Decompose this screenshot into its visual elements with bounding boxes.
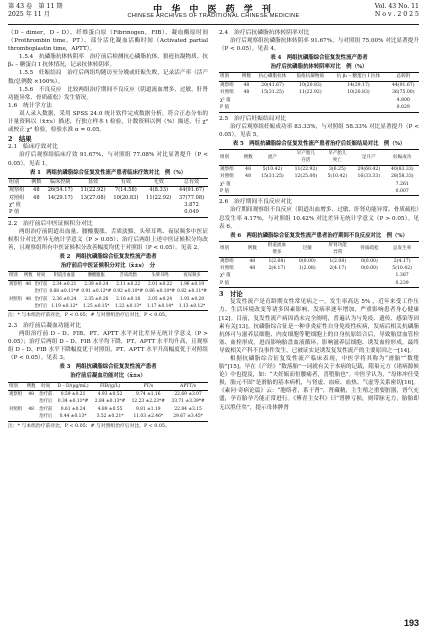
table-row <box>8 303 208 311</box>
table-cell: 0.029 <box>396 105 410 111</box>
section-heading: 2.1 临床疗效对比 <box>8 144 58 151</box>
table-cell: 15(31.25) <box>261 90 284 96</box>
table-row <box>8 413 208 421</box>
table-cell: 0.91 ±0.12*# <box>81 289 112 295</box>
table-cell: 48 <box>249 266 256 271</box>
table-cell: 5(10.42) <box>392 266 412 271</box>
table-cell: 48 <box>28 406 34 412</box>
table-cell <box>25 413 37 421</box>
table-cell: P 值 <box>9 209 20 216</box>
table-cell <box>23 303 34 311</box>
volume-issue: 第 43 卷 第 11 期 <box>8 3 63 10</box>
table-cell: 48 <box>33 194 40 201</box>
column-header: 抗 β₂ – 糖蛋白 I 抗体 <box>329 73 387 81</box>
table-cell: 治疗后 <box>34 289 48 295</box>
table-cell: 治疗前 <box>39 406 53 412</box>
journal-header <box>0 0 427 26</box>
table-cell: 治疗后 <box>39 399 53 405</box>
table-cell <box>254 97 292 104</box>
table-cell: 4.89 ±0.55 <box>97 406 123 412</box>
table-cell: 48 <box>245 174 252 180</box>
table-3 <box>8 382 208 422</box>
table-cell: 48 <box>33 187 40 194</box>
table-cell <box>23 288 34 295</box>
table-4 <box>219 72 419 112</box>
table-cell: 7(14.58) <box>114 187 137 194</box>
table-cell: 0(0.00) <box>361 266 378 271</box>
table-cell: 对照组 <box>220 266 234 271</box>
column-header: 妊娠成功 <box>386 149 420 165</box>
table-cell: 48 <box>245 166 252 172</box>
column-header: 狼疮抗凝物质 <box>291 73 329 81</box>
table-row <box>219 104 419 112</box>
table-cell: 44(91.67) <box>391 82 415 88</box>
table-cell: 11(22.92) <box>146 194 172 201</box>
column-header: 时间 <box>34 272 49 280</box>
table-cell: 1.93 ±0.20 <box>179 296 205 302</box>
table-cell: 0.88 ±0.11*# <box>49 289 80 295</box>
table-cell: 治疗前 <box>34 296 48 302</box>
table-caption: 治疗后抗磷脂抗体转阴率对比 例（%） <box>270 64 368 71</box>
table-cell: 3(6.25) <box>328 166 346 172</box>
table-cell: 48 <box>28 391 34 397</box>
column-header: 例数 <box>26 383 36 389</box>
column-header: 组别 <box>219 149 240 165</box>
table-cell: 1.17 ±0.14* <box>146 303 174 309</box>
table-note: 注：* 与本组治疗前对比，P < 0.05；# 与对照组治疗后对比，P < 0.05。 <box>8 313 170 319</box>
paragraph: 复发性流产是育龄期女性常见病之一，发生率高达 5% ，近年来受工作压力、生活环境改变等诸多因素影响，发病率逐年增加，严重影响患者身心健康[12]。目前，复发性流产病因尚未完全阐明，普遍认为与免疫、遗传、感染等因素有关[13]。抗磷脂综合征是一种非炎症性自身免疫性疾病，发病后相关抗磷脂抗体可与滋养层细胞、内皮细胞等靶细胞上的自身抗原结合后，导致胎盘血管栓塞、血栓形成，进而影响胎盘血液循环，影响滋养层细胞、诱发血栓形成，最终导致相关产科不良事件发生，已被证实是诱发复发性流产的主要原因之一[14]。 <box>219 299 419 354</box>
table-cell: 48 <box>25 281 31 287</box>
table-cell: 对照组 <box>9 296 22 302</box>
table-cell: 观察组 <box>220 82 234 88</box>
column-header: 过敏 <box>293 241 322 257</box>
table-cell: 11.03 ±2.46* <box>133 414 164 420</box>
table-cell: 22.84 ±3.15 <box>174 406 202 412</box>
table-row <box>8 398 208 405</box>
table-cell <box>8 413 25 421</box>
table-cell: 7.261 <box>395 181 409 187</box>
table-cell: 2(4.17) <box>393 258 411 264</box>
header-right <box>375 3 419 19</box>
table-cell: 2.34 ±0.21 <box>52 281 77 287</box>
table-cell <box>256 181 289 188</box>
column-header: PT/s <box>128 382 168 390</box>
column-header: 显效 <box>77 178 110 186</box>
issue-date-en: N o v . 2 0 2 5 <box>374 11 419 18</box>
table-cell: 2(4.17) <box>329 266 347 271</box>
table-cell: 1(2.08) <box>268 258 286 264</box>
table-cell: 11(22.92) <box>80 187 106 194</box>
table-row <box>219 173 419 180</box>
column-header: 头晕耳鸣 <box>144 272 176 280</box>
table-cell: 0.239 <box>395 280 409 286</box>
column-header: FIB/(g/L) <box>92 382 129 390</box>
table-cell: 0.61 ±0.24 <box>60 406 86 412</box>
table-cell: 0.34 ±0.11*# <box>57 399 89 405</box>
table-cell: 9.81 ±1.19 <box>135 406 161 412</box>
table-2 <box>8 271 208 311</box>
table-cell <box>109 209 142 217</box>
table-row <box>219 272 419 279</box>
table-cell: 0.59 ±0.21 <box>60 391 86 397</box>
column-header: 骨质疏松 <box>354 241 386 257</box>
table-cell: 12(25.00) <box>294 174 318 180</box>
paragraph: 两组治疗前 D – D、FIB、PT、APTT 水平对比差异无统计学意义（P > 0.05）；治疗后两组 D – D、FIB 水平均下降，PT、APTT 水平均升高，且观察组 D – D、FIB 水平下降幅度优于对照组，PT、APTT 水平升高幅度优于对照组（P < 0.05）。见表 3。 <box>8 331 208 362</box>
right-column <box>219 29 419 412</box>
table-cell <box>8 288 23 295</box>
table-cell <box>240 181 255 188</box>
table-cell: 观察组 <box>9 391 23 397</box>
table-cell: P 值 <box>220 280 230 286</box>
table-cell: χ² 值 <box>220 97 231 103</box>
table-cell: 1.25 ±0.15* <box>83 303 110 309</box>
table-cell: 11(22.92) <box>299 90 322 96</box>
paragraph: 治疗后观察组妊娠成功率 83.33%，与对照组 58.33% 对比显著提升（P < 0.05）。见表 5。 <box>219 123 419 138</box>
table-cell: 0.86 ±0.10*# <box>145 289 176 295</box>
column-header: 组别 <box>8 382 25 390</box>
journal-title-en: CHINESE ARCHIVES OF TRADITIONAL CHINESE MEDICINE <box>127 13 300 19</box>
table-cell: 观察组 <box>9 187 25 194</box>
paragraph: 根据抗磷脂综合征复发性流产临床表现，中医学将其称为“滑胎”“数堕胎”[15]。早在《产经》“数落胎”一词就有关于本病的记载，隋巢元方《诸病源候论》中也提及，如：“夫妊娠而恒腰痛者，喜堕胎也”。中医学认为，“母体冲任受损，胎元不固”是滑胎的基本病机，与肾虚、血瘀、血热、气虚等关系密切[16]。《素问·奇病论篇》云：“胞络者，系于肾”，肾藏精，主生殖之重要脏器，肾气充盛，孕育胎孕乃能正常进行。《傅青主女科》曰“肾脾亏损，则带脉无力，胎胎即无以胜任矣”，提示母体脾肾 <box>219 355 419 411</box>
table-cell: 2.36 ±0.24 <box>52 296 77 302</box>
table-cell: 2.16 ±0.18 <box>116 296 141 302</box>
table-cell: 治疗前 <box>34 281 48 287</box>
table-header-row <box>8 178 208 186</box>
column-header: 夜尿频多 <box>176 272 208 280</box>
table-cell: 1(2.08) <box>329 258 347 264</box>
table-cell <box>289 188 322 196</box>
table-5 <box>219 149 419 196</box>
table-cell <box>254 104 292 112</box>
table-cell: 治疗后 <box>34 303 48 309</box>
table-cell: 2.84 ±0.13*# <box>94 399 126 405</box>
table-cell: 13(27.08) <box>80 194 106 201</box>
volume-issue-en: Vol. 43 No. 11 <box>374 3 419 10</box>
table-note: 注：* 与本组治疗前对比，P < 0.05；# 与对照组治疗后对比，P < 0.05。 <box>8 423 170 429</box>
table-cell: 0(0.00) <box>361 258 378 264</box>
column-header: D – D/(μg/mL) <box>54 382 91 390</box>
table-cell: 10(20.83) <box>347 90 370 96</box>
table-cell <box>329 104 387 112</box>
table-header-row <box>8 272 208 280</box>
table-row <box>8 280 208 288</box>
paragraph: 两组治疗前阴道出血量、腰酸腹胀、舌质淡黯、头晕耳鸣、夜尿频多中医证候积分对比差异无统计学意义（P > 0.05）；治疗后两组上述中医证候积分均改善，且观察组所有中医证候积分改善幅度均优于对照组（P < 0.05）。见表 2。 <box>8 228 208 251</box>
table-cell <box>29 209 44 217</box>
table-cell: 33.71 ±3.39*# <box>171 399 205 405</box>
left-column <box>8 29 208 432</box>
table-header-row <box>219 149 419 165</box>
table-cell: 28(58.33) <box>390 174 414 180</box>
table-cell <box>322 272 354 279</box>
section-heading: 2.4 治疗后抗磷脂抗体转阴率对比 <box>219 30 310 36</box>
table-caption: 表 4 两组抗磷脂综合征复发性流产患者 <box>270 55 368 62</box>
table-cell <box>109 202 142 209</box>
column-header: 无效 <box>142 178 175 186</box>
column-header: 舌质淡黯 <box>112 272 144 280</box>
table-cell: 44(91.67) <box>179 187 205 194</box>
table-cell <box>244 272 261 279</box>
table-cell <box>352 188 385 196</box>
table-row <box>8 406 208 413</box>
table-cell: P 值 <box>220 188 230 194</box>
table-cell: 5(10.42) <box>327 174 348 180</box>
table-cell <box>291 104 329 112</box>
table-caption: 治疗前后凝血功能对比（x̄±s） <box>70 373 146 380</box>
table-cell <box>293 280 322 288</box>
table-cell <box>44 202 77 209</box>
table-cell: 22.69 ±3.07 <box>174 391 202 397</box>
table-cell: 0.007 <box>395 188 409 194</box>
table-cell: 9.74 ±1.16 <box>135 391 161 397</box>
table-cell: 16(33.33) <box>357 174 381 180</box>
issue-date: 2025 年 11 月 <box>8 11 50 18</box>
table-cell <box>239 104 253 112</box>
table-row <box>219 89 419 96</box>
section-heading: 2.3 治疗前后凝血功能对比 <box>8 322 81 329</box>
paragraph: 1.5.6 不良反应 比较两组治疗期间不良反应（阴道流血增多、过敏、肝肾功能异常、骨质疏松）发生情况。 <box>8 86 208 101</box>
table-cell: 观察组 <box>220 166 234 172</box>
header-rule <box>8 24 419 25</box>
table-cell: 4(8.33) <box>149 187 168 194</box>
column-header: 总发生率 <box>385 241 419 257</box>
column-header: 总有效 <box>175 178 208 186</box>
table-row <box>219 265 419 272</box>
table-cell: P 值 <box>220 105 230 111</box>
table-cell: 48 <box>243 82 250 88</box>
table-cell: 10(20.83) <box>113 194 139 201</box>
table-row <box>8 209 208 217</box>
table-cell <box>291 97 329 104</box>
table-cell <box>289 181 322 188</box>
table-cell: 5(10.42) <box>262 166 283 172</box>
table-cell <box>323 188 352 196</box>
table-row <box>219 188 419 196</box>
section-heading: 2.5 治疗后妊娠结局对比 <box>219 115 287 122</box>
table-caption: 表 1 两组抗磷脂综合征复发性流产患者临床疗效对比 例（%） <box>29 169 187 176</box>
table-caption: 治疗前后中医证候积分对比（x̄±s） 分 <box>60 263 156 270</box>
table-cell: 12.23 ±2.23*# <box>131 399 165 405</box>
table-row <box>8 390 208 398</box>
table-cell <box>239 97 253 104</box>
table-caption: 表 5 两组抗磷脂综合征复发性流产患者治疗后妊娠结局对比 例（%） <box>232 140 406 147</box>
table-cell <box>25 398 37 405</box>
table-cell: 14(29.17) <box>47 194 73 201</box>
column-header: 有效 <box>109 178 142 186</box>
table-cell: 15(31.25) <box>261 174 284 180</box>
table-cell: 观察组 <box>220 258 234 264</box>
table-cell: 29.67 ±3.45* <box>173 414 203 420</box>
table-cell: 0.44 ±0.13* <box>59 414 87 420</box>
column-header: 例数 <box>23 273 33 279</box>
table-row <box>8 195 208 202</box>
section-heading: 2 结果 <box>8 135 32 144</box>
column-header: 阴道流血 增多 <box>261 241 293 257</box>
table-header-row <box>8 382 208 390</box>
table-cell: 4.800 <box>396 97 410 103</box>
table-cell: χ² 值 <box>220 181 231 187</box>
table-cell <box>142 202 175 209</box>
column-header: 总转阴 <box>387 73 419 81</box>
column-header: 组别 <box>219 73 239 81</box>
table-cell: 2.39 ±0.24 <box>84 281 109 287</box>
table-row <box>219 181 419 188</box>
table-cell: 1.19 ±0.12* <box>51 303 78 309</box>
table-row <box>8 202 208 209</box>
table-cell <box>8 303 23 311</box>
table-cell: 治疗后 <box>39 414 53 420</box>
table-cell: 对照组 <box>9 194 25 201</box>
table-row <box>219 97 419 104</box>
table-cell: 40(83.33) <box>390 166 414 172</box>
table-caption: 表 2 两组抗磷脂综合征复发性流产患者 <box>59 254 157 261</box>
table-cell <box>29 202 44 209</box>
table-header-row <box>219 73 419 81</box>
paragraph: 治疗后观察组临床疗效 91.67%，与对照组 77.08% 对比显著提升（P < 0.05）。见表 1。 <box>8 152 208 167</box>
table-cell: 3.872 <box>184 201 199 208</box>
column-header: 阴道出血量 <box>48 272 80 280</box>
table-cell: 3.52 ±0.21* <box>96 414 124 420</box>
table-row <box>8 288 208 295</box>
table-cell: 1.96 ±0.19 <box>179 281 205 287</box>
table-cell <box>354 280 386 288</box>
table-cell <box>322 280 354 288</box>
table-cell <box>8 398 25 405</box>
page-number: 193 <box>403 618 419 628</box>
table-cell <box>44 209 77 217</box>
column-header: 例数 <box>239 73 253 81</box>
table-cell: 1.22 ±0.13* <box>115 303 142 309</box>
table-cell <box>261 280 293 288</box>
table-cell <box>142 209 175 217</box>
table-cell: 对照组 <box>9 406 23 412</box>
column-header: 临床控制 <box>44 178 77 186</box>
table-cell: 20(41.67) <box>261 82 284 88</box>
table-cell: 26(54.17) <box>47 187 73 194</box>
table-row <box>8 296 208 303</box>
column-header: 抗心磷脂抗体 <box>254 73 292 81</box>
section-heading: 3 讨论 <box>219 290 243 299</box>
table-1 <box>8 178 208 218</box>
table-cell: 29(60.42) <box>357 166 381 172</box>
table-cell: 14(29.17) <box>347 82 370 88</box>
table-cell: 48 <box>243 90 250 96</box>
table-cell: 0.82 ±0.11*# <box>177 289 207 295</box>
column-header: 肝肾功能 异常 <box>322 241 354 257</box>
table-header-row <box>219 241 419 257</box>
table-cell <box>329 97 387 104</box>
table-cell: 2.35 ±0.26 <box>84 296 109 302</box>
column-header: 时间 <box>37 382 54 390</box>
table-cell <box>261 272 293 279</box>
paragraph: 双人录入数据，采用 SPSS 24.0 统计软件完成数据分析，符合正态分布的计量资料以（x̄±s）描述，行独立样本 t 检验，计数资料以例（%）描述，行 χ² 或校正 χ² 检验，检验水准 α = 0.05。 <box>8 110 208 134</box>
table-cell: 10(20.83) <box>299 82 322 88</box>
table-cell: 1.387 <box>395 273 409 279</box>
section-heading: 1.6 统计学方法 <box>8 102 53 109</box>
table-row <box>219 280 419 288</box>
paragraph: （D – dimer，D – D）、纤维蛋白原（Fibrinogen，FIB）、凝血酶原时间（Prothrombin time，PT）、部分活化凝血活酶时间（Activated partial thromboplastin time，APTT）。 <box>8 30 208 53</box>
table-cell: 1.13 ±0.12* <box>178 303 206 309</box>
table-caption: 表 6 两组抗磷脂综合征复发性流产患者治疗期间不良反应对比 例（%） <box>230 232 408 239</box>
table-cell: 对照组 <box>220 174 234 180</box>
table-row <box>219 165 419 173</box>
table-cell: 11(22.92) <box>294 166 318 172</box>
table-cell: 37(77.08) <box>179 194 205 201</box>
table-cell <box>323 181 352 188</box>
column-header: APTT/s <box>168 382 208 390</box>
table-cell: 4.93 ±0.52 <box>97 391 123 397</box>
table-cell: 0(0.00) <box>298 258 316 264</box>
table-row <box>219 81 419 89</box>
column-header: 组别 <box>8 272 23 280</box>
column-header: 组别 <box>219 241 244 257</box>
table-cell <box>77 202 110 209</box>
table-cell <box>77 209 110 217</box>
paragraph: 治疗后观察组抗磷脂抗体转阴率 91.67%，与对照组 75.00% 对比显著提升（P < 0.05）。见表 4。 <box>219 38 419 53</box>
table-cell: 1(2.08) <box>298 266 316 271</box>
column-header: 组别 <box>8 178 29 186</box>
section-heading: 2.2 治疗前后中医证候积分对比 <box>8 220 93 227</box>
table-cell: 2.11 ±0.22 <box>116 281 141 287</box>
table-caption: 表 3 两组抗磷脂综合征复发性流产患者 <box>59 364 157 371</box>
table-row <box>219 257 419 265</box>
table-cell <box>352 181 385 188</box>
column-header: 早产胎儿 死亡 <box>323 149 352 165</box>
table-row <box>8 187 208 195</box>
table-cell <box>354 272 386 279</box>
table-cell: χ² 值 <box>9 201 21 208</box>
column-header: 早产胎儿 存活 <box>289 149 322 165</box>
column-header: 腰酸腹胀 <box>80 272 112 280</box>
journal-title-cn: 中 华 中 医 药 学 刊 <box>153 5 274 15</box>
table-cell: 48 <box>25 296 31 302</box>
table-cell: 对照组 <box>220 90 234 96</box>
table-cell: 2(4.17) <box>268 266 286 271</box>
table-cell: χ² 值 <box>220 273 231 279</box>
column-header: 例数 <box>240 149 255 165</box>
paragraph: 1.5.5 妊娠结局 治疗后两组均随访至分娩或妊娠失败，记录活产率（活产数/总例数 ×100%）。 <box>8 70 208 85</box>
table-cell: 0.049 <box>184 209 199 216</box>
table-cell: 治疗前 <box>39 391 53 397</box>
column-header: 足月产 <box>352 149 385 165</box>
table-cell <box>240 188 255 196</box>
column-header: 例数 <box>29 178 44 186</box>
table-cell: 48 <box>249 258 256 264</box>
table-cell: 观察组 <box>9 281 22 287</box>
paragraph: 治疗期间观察组不良反应（阴道出血增多、过敏、肝肾功能异常、骨质疏松）总发生率 4.17%，与对照组 10.42% 对比差异无统计学意义（P > 0.05）。见表 6。 <box>219 207 419 230</box>
section-heading: 2.6 治疗期间不良反应对比 <box>219 199 292 206</box>
table-cell: 2.01 ±0.22 <box>148 281 173 287</box>
table-cell <box>293 272 322 279</box>
column-header: 例数 <box>244 241 261 257</box>
table-cell: 2.05 ±0.24 <box>148 296 173 302</box>
table-cell <box>256 188 289 196</box>
paragraph: 1.5.4 抗磷脂抗体转阴率 治疗前后检测抗心磷脂抗体、狼疮抗凝物质、抗 β₂ – 糖蛋白 I 抗体情况，记录抗体转阴率。 <box>8 54 208 69</box>
table-cell: 36(75.00) <box>391 90 415 96</box>
column-header: 流产 <box>256 149 289 165</box>
table-6 <box>219 241 419 288</box>
table-cell <box>244 280 261 288</box>
table-cell: 0.92 ±0.10*# <box>113 289 144 295</box>
